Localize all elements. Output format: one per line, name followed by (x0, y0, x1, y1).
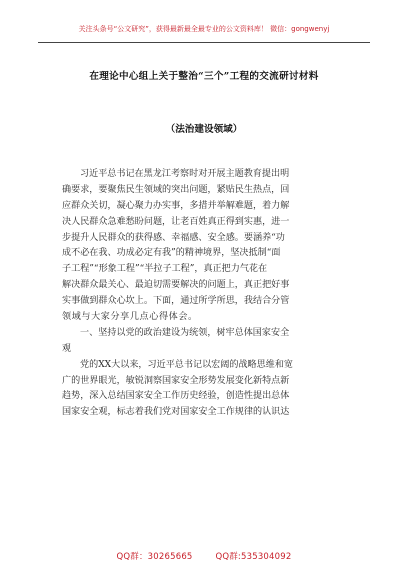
footer-qq-group-1: QQ群：30265665 (116, 552, 193, 562)
body-line: 决人民群众急难愁盼问题，让老百姓真正得到实惠，进一 (62, 216, 290, 227)
header-note: 关注头条号“公文研究”，获得最新最全最专业的公文资料库！ 微信：gongwenyj (78, 25, 330, 33)
document-title: 在理论中心组上关于整治“三个”工程的交流研讨材料 (89, 71, 319, 82)
header-divider (38, 42, 370, 43)
section-heading-continued: 观 (62, 343, 72, 354)
body-line: 实事做到群众心坎上。下面，通过所学所思，我结合分管 (62, 296, 290, 307)
body-line: 子工程”“形象工程”“半拉子工程”，真正把力气花在 (62, 264, 268, 275)
document-subtitle: （法治建设领域） (165, 124, 243, 135)
body-line: 步提升人民群众的获得感、幸福感、安全感。要涵养“功 (62, 232, 285, 243)
body-line: 应群众关切，凝心聚力办实事，多措并举解难题，着力解 (62, 200, 290, 211)
body-line: 成不必在我、功成必定有我”的精神境界，坚决抵制“面 (62, 248, 281, 259)
body-line: 党的XX大以来，习近平总书记以宏阔的战略思维和宽 (80, 359, 294, 370)
body-line: 领域与大家分享几点心得体会。 (62, 312, 198, 323)
body-line: 广的世界眼光，敏锐洞察国家安全形势发展变化新特点新 (62, 375, 290, 386)
section-heading: 一、坚持以党的政治建设为统领，树牢总体国家安全 (80, 327, 290, 338)
body-line: 趋势，深入总结国家安全工作历史经验，创造性提出总体 (62, 391, 290, 402)
body-line: 解决群众最关心、最迫切需要解决的问题上，真正把好事 (62, 280, 290, 291)
body-line: 国家安全观，标志着我们党对国家安全工作规律的认识达 (62, 407, 290, 418)
body-line: 确要求，要聚焦民生领域的突出问题，紧贴民生热点，回 (62, 184, 290, 195)
footer-qq-group-2: QQ群:535304092 (215, 552, 292, 562)
body-line: 习近平总书记在黑龙江考察时对开展主题教育提出明 (80, 169, 290, 179)
document-body (62, 167, 358, 421)
footer-contact (0, 550, 408, 562)
